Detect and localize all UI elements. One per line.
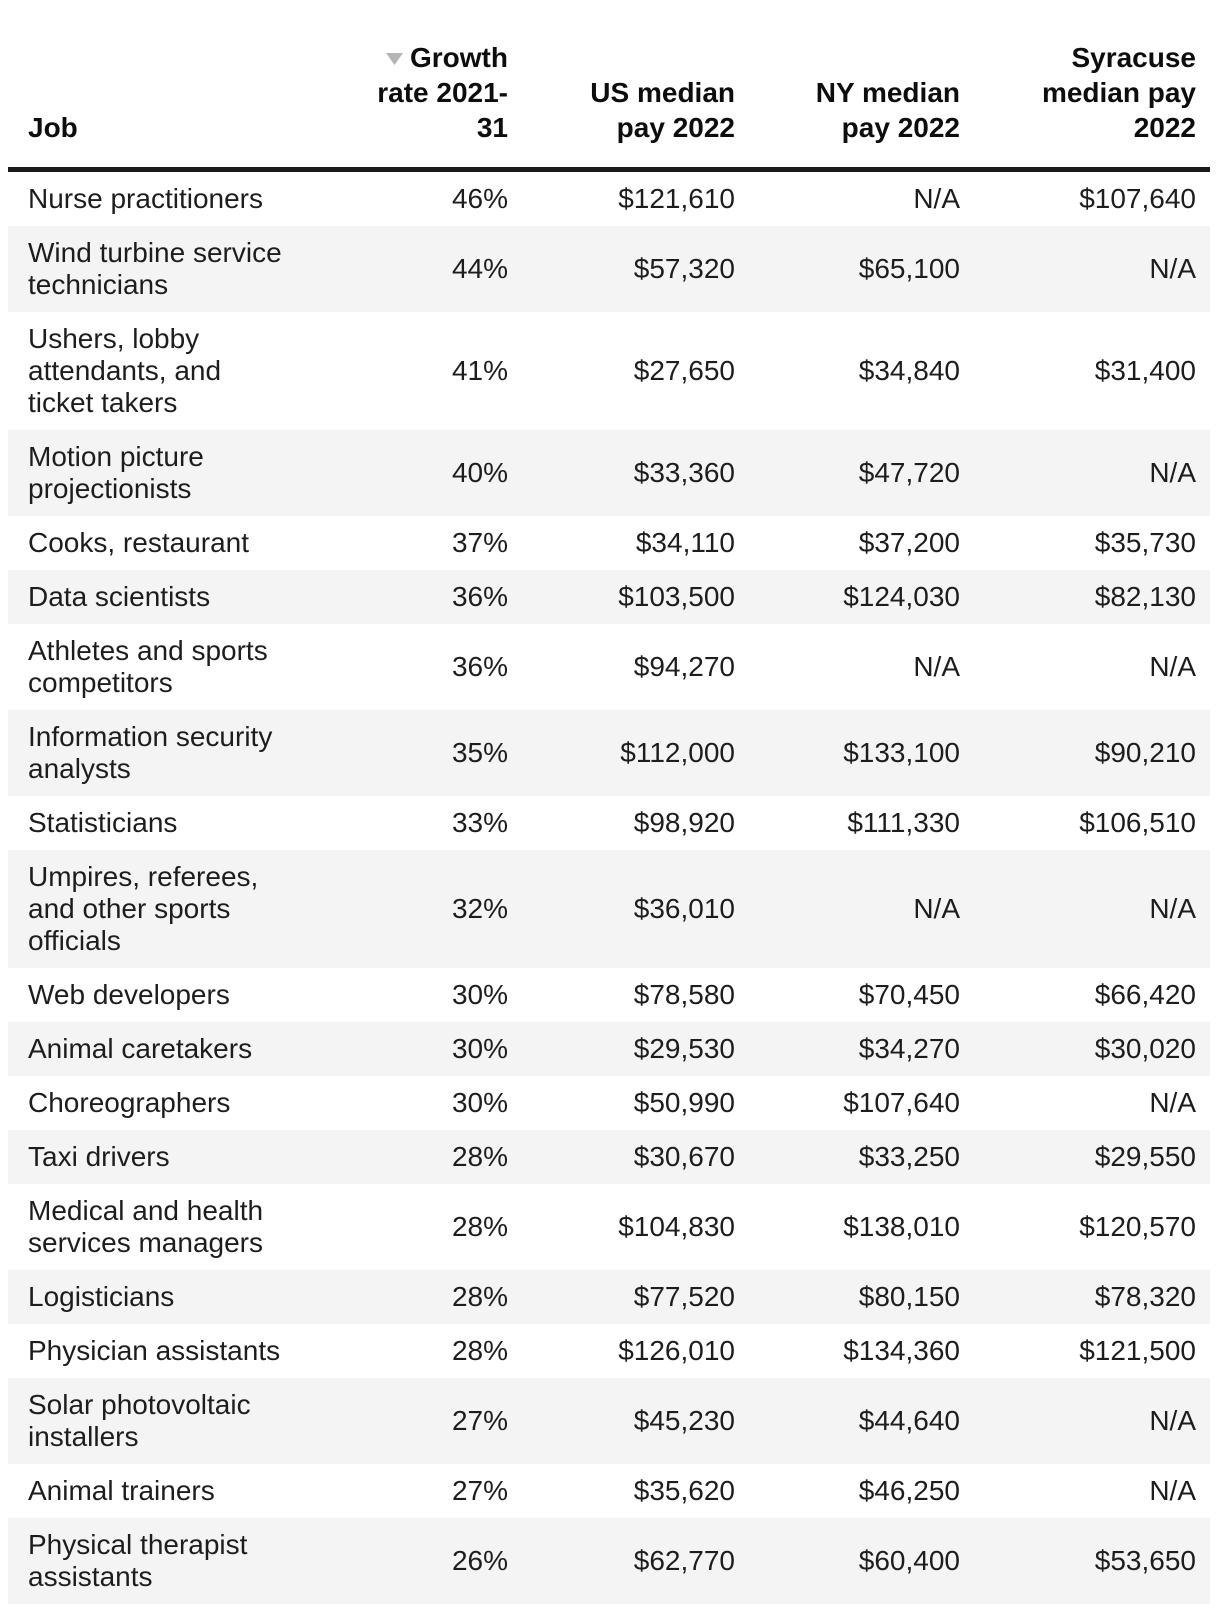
ny-median-pay-cell (735, 882, 960, 936)
us-median-pay-value: $30,670 (633, 1141, 735, 1172)
growth-rate-cell (308, 1394, 508, 1448)
job-name-line: officials (28, 925, 121, 956)
job-cell (8, 624, 308, 710)
us-median-pay-value: $98,920 (633, 807, 735, 838)
ny-median-pay-value: $33,250 (858, 1141, 960, 1172)
job-cell (8, 1464, 308, 1518)
syracuse-median-pay-value: N/A (1149, 651, 1196, 682)
job-name-line: Animal trainers (28, 1475, 215, 1506)
job-cell (8, 796, 308, 850)
header-label: 2022 (1133, 112, 1196, 143)
ny-median-pay-cell (735, 344, 960, 398)
header-label: 31 (476, 112, 508, 143)
job-cell (8, 430, 308, 516)
us-median-pay-value: $103,500 (618, 581, 735, 612)
syracuse-median-pay-value: N/A (1149, 1405, 1196, 1436)
syracuse-median-pay-cell (960, 172, 1196, 226)
job-cell (8, 1270, 308, 1324)
growth-rate-cell (308, 1022, 508, 1076)
job-cell (8, 570, 308, 624)
job-name-line: installers (28, 1421, 139, 1452)
ny-median-pay-cell (735, 1464, 960, 1518)
ny-median-pay-value: N/A (913, 183, 960, 214)
growth-rate-value: 26% (451, 1545, 508, 1576)
ny-median-pay-value: $34,840 (858, 355, 960, 386)
ny-median-pay-cell (735, 172, 960, 226)
syracuse-median-pay-value: $107,640 (1079, 183, 1196, 214)
syracuse-median-pay-value: N/A (1149, 253, 1196, 284)
us-median-pay-cell (508, 1200, 735, 1254)
column-header-syracuse-median-pay[interactable] (960, 40, 1196, 145)
syracuse-median-pay-cell (960, 1076, 1196, 1130)
table-row (8, 1378, 1210, 1464)
us-median-pay-cell (508, 968, 735, 1022)
us-median-pay-value: $126,010 (618, 1335, 735, 1366)
job-name-line: Umpires, referees, (28, 861, 259, 892)
us-median-pay-cell (508, 1270, 735, 1324)
growth-rate-cell (308, 968, 508, 1022)
job-name-line: competitors (28, 667, 173, 698)
job-name-line: Motion picture (28, 441, 204, 472)
us-median-pay-value: $29,530 (633, 1033, 735, 1064)
table-row (8, 172, 1210, 226)
growth-rate-value: 28% (451, 1141, 508, 1172)
ny-median-pay-value: N/A (913, 651, 960, 682)
table-row (8, 1464, 1210, 1518)
growth-rate-value: 30% (451, 1087, 508, 1118)
syracuse-median-pay-value: N/A (1149, 893, 1196, 924)
job-name-line: Animal caretakers (28, 1033, 253, 1064)
syracuse-median-pay-cell (960, 640, 1196, 694)
us-median-pay-cell (508, 796, 735, 850)
column-header-growth-rate[interactable] (308, 40, 508, 145)
us-median-pay-cell (508, 242, 735, 296)
syracuse-median-pay-cell (960, 1200, 1196, 1254)
table-row (8, 430, 1210, 516)
table-row (8, 850, 1210, 968)
header-line (735, 75, 960, 110)
us-median-pay-value: $94,270 (633, 651, 735, 682)
ny-median-pay-value: $44,640 (858, 1405, 960, 1436)
us-median-pay-cell (508, 1022, 735, 1076)
job-cell (8, 1324, 308, 1378)
job-cell (8, 516, 308, 570)
syracuse-median-pay-cell (960, 796, 1196, 850)
ny-median-pay-cell (735, 242, 960, 296)
syracuse-median-pay-cell (960, 1022, 1196, 1076)
growth-rate-value: 40% (451, 457, 508, 488)
table-row (8, 1518, 1210, 1604)
us-median-pay-value: $35,620 (633, 1475, 735, 1506)
syracuse-median-pay-value: $90,210 (1094, 737, 1196, 768)
ny-median-pay-cell (735, 1130, 960, 1184)
ny-median-pay-cell (735, 1200, 960, 1254)
us-median-pay-cell (508, 1324, 735, 1378)
growth-rate-cell (308, 242, 508, 296)
growth-rate-value: 33% (451, 807, 508, 838)
growth-rate-cell (308, 516, 508, 570)
job-name-line: Ushers, lobby (28, 323, 200, 354)
job-name-line: Nurse practitioners (28, 183, 263, 214)
header-label: median pay (1041, 77, 1196, 108)
us-median-pay-cell (508, 1076, 735, 1130)
us-median-pay-value: $78,580 (633, 979, 735, 1010)
job-name-line: Statisticians (28, 807, 178, 838)
job-cell (8, 710, 308, 796)
syracuse-median-pay-value: $35,730 (1094, 527, 1196, 558)
syracuse-median-pay-cell (960, 1464, 1196, 1518)
job-name-line: Cooks, restaurant (28, 527, 249, 558)
syracuse-median-pay-value: $29,550 (1094, 1141, 1196, 1172)
ny-median-pay-cell (735, 968, 960, 1022)
syracuse-median-pay-value: $30,020 (1094, 1033, 1196, 1064)
header-label: pay 2022 (616, 112, 735, 143)
table-header-row (8, 0, 1210, 172)
growth-rate-cell (308, 1270, 508, 1324)
job-name-line: projectionists (28, 473, 192, 504)
growth-rate-cell (308, 172, 508, 226)
job-cell (8, 1130, 308, 1184)
us-median-pay-cell (508, 726, 735, 780)
growth-rate-cell (308, 570, 508, 624)
header-line (308, 40, 508, 75)
ny-median-pay-value: $60,400 (858, 1545, 960, 1576)
job-name-line: assistants (28, 1561, 153, 1592)
header-line (28, 110, 308, 145)
ny-median-pay-value: $107,640 (843, 1087, 960, 1118)
growth-rate-value: 44% (451, 253, 508, 284)
job-cell (8, 312, 308, 430)
header-label: Syracuse (1071, 42, 1196, 73)
job-name-line: Logisticians (28, 1281, 175, 1312)
column-header-job[interactable] (8, 110, 308, 145)
syracuse-median-pay-value: $66,420 (1094, 979, 1196, 1010)
table-row (8, 226, 1210, 312)
syracuse-median-pay-cell (960, 1394, 1196, 1448)
syracuse-median-pay-cell (960, 1324, 1196, 1378)
table-row (8, 1076, 1210, 1130)
header-line (960, 75, 1196, 110)
us-median-pay-cell (508, 1464, 735, 1518)
us-median-pay-value: $77,520 (633, 1281, 735, 1312)
job-name-line: Athletes and sports (28, 635, 268, 666)
growth-rate-value: 28% (451, 1211, 508, 1242)
growth-rate-value: 27% (451, 1405, 508, 1436)
growth-rate-cell (308, 726, 508, 780)
ny-median-pay-cell (735, 446, 960, 500)
us-median-pay-value: $104,830 (618, 1211, 735, 1242)
syracuse-median-pay-cell (960, 344, 1196, 398)
table-row (8, 570, 1210, 624)
growth-rate-cell (308, 1324, 508, 1378)
growth-rate-cell (308, 882, 508, 936)
us-median-pay-cell (508, 172, 735, 226)
job-name-line: services managers (28, 1227, 263, 1258)
growth-rate-value: 27% (451, 1475, 508, 1506)
job-cell (8, 172, 308, 226)
ny-median-pay-value: N/A (913, 893, 960, 924)
job-cell (8, 1022, 308, 1076)
us-median-pay-cell (508, 1534, 735, 1588)
header-line (735, 110, 960, 145)
header-label: pay 2022 (841, 112, 960, 143)
column-header-ny-median-pay[interactable] (735, 75, 960, 145)
table-row (8, 1184, 1210, 1270)
header-label: NY median (815, 77, 960, 108)
syracuse-median-pay-cell (960, 446, 1196, 500)
header-label: US median (590, 77, 735, 108)
job-cell (8, 226, 308, 312)
growth-rate-cell (308, 640, 508, 694)
ny-median-pay-value: $138,010 (843, 1211, 960, 1242)
ny-median-pay-value: $46,250 (858, 1475, 960, 1506)
table-row (8, 710, 1210, 796)
syracuse-median-pay-value: $53,650 (1094, 1545, 1196, 1576)
growth-rate-cell (308, 344, 508, 398)
us-median-pay-cell (508, 516, 735, 570)
job-name-line: Physician assistants (28, 1335, 281, 1366)
sort-descending-icon (386, 53, 403, 65)
us-median-pay-value: $62,770 (633, 1545, 735, 1576)
job-name-line: and other sports (28, 893, 231, 924)
header-line (308, 110, 508, 145)
table-row (8, 1022, 1210, 1076)
header-label: Job (28, 112, 78, 143)
job-name-line: Wind turbine service (28, 237, 282, 268)
us-median-pay-value: $27,650 (633, 355, 735, 386)
ny-median-pay-value: $134,360 (843, 1335, 960, 1366)
growth-rate-cell (308, 446, 508, 500)
jobs-growth-pay-table (8, 0, 1210, 1604)
growth-rate-value: 28% (451, 1335, 508, 1366)
us-median-pay-cell (508, 640, 735, 694)
us-median-pay-cell (508, 344, 735, 398)
ny-median-pay-value: $34,270 (858, 1033, 960, 1064)
ny-median-pay-value: $47,720 (858, 457, 960, 488)
ny-median-pay-value: $124,030 (843, 581, 960, 612)
ny-median-pay-cell (735, 1022, 960, 1076)
job-name-line: Physical therapist (28, 1529, 248, 1560)
growth-rate-value: 28% (451, 1281, 508, 1312)
job-cell (8, 968, 308, 1022)
job-name-line: Web developers (28, 979, 230, 1010)
job-name-line: analysts (28, 753, 131, 784)
job-name-line: ticket takers (28, 387, 178, 418)
header-line (508, 110, 735, 145)
syracuse-median-pay-value: $82,130 (1094, 581, 1196, 612)
job-name-line: Data scientists (28, 581, 211, 612)
ny-median-pay-cell (735, 570, 960, 624)
header-line (508, 75, 735, 110)
ny-median-pay-value: $80,150 (858, 1281, 960, 1312)
syracuse-median-pay-value: $121,500 (1079, 1335, 1196, 1366)
header-line (960, 110, 1196, 145)
ny-median-pay-cell (735, 640, 960, 694)
syracuse-median-pay-cell (960, 570, 1196, 624)
table-row (8, 968, 1210, 1022)
growth-rate-value: 46% (451, 183, 508, 214)
us-median-pay-value: $57,320 (633, 253, 735, 284)
ny-median-pay-cell (735, 1076, 960, 1130)
job-name-line: Solar photovoltaic (28, 1389, 251, 1420)
us-median-pay-cell (508, 570, 735, 624)
ny-median-pay-cell (735, 1270, 960, 1324)
job-name-line: attendants, and (28, 355, 222, 386)
growth-rate-value: 30% (451, 979, 508, 1010)
job-name-line: Medical and health (28, 1195, 264, 1226)
table-row (8, 624, 1210, 710)
syracuse-median-pay-value: N/A (1149, 457, 1196, 488)
table-row (8, 516, 1210, 570)
ny-median-pay-cell (735, 516, 960, 570)
job-cell (8, 850, 308, 968)
ny-median-pay-cell (735, 796, 960, 850)
table-row (8, 1270, 1210, 1324)
growth-rate-cell (308, 1076, 508, 1130)
table-row (8, 1324, 1210, 1378)
growth-rate-value: 36% (451, 651, 508, 682)
us-median-pay-value: $121,610 (618, 183, 735, 214)
table-row (8, 312, 1210, 430)
syracuse-median-pay-cell (960, 726, 1196, 780)
us-median-pay-value: $50,990 (633, 1087, 735, 1118)
growth-rate-cell (308, 1534, 508, 1588)
ny-median-pay-value: $37,200 (858, 527, 960, 558)
us-median-pay-cell (508, 1130, 735, 1184)
header-label: Growth (410, 42, 508, 73)
syracuse-median-pay-cell (960, 516, 1196, 570)
ny-median-pay-cell (735, 1534, 960, 1588)
column-header-us-median-pay[interactable] (508, 75, 735, 145)
syracuse-median-pay-cell (960, 242, 1196, 296)
header-line (308, 75, 508, 110)
job-cell (8, 1378, 308, 1464)
growth-rate-value: 32% (451, 893, 508, 924)
ny-median-pay-value: $133,100 (843, 737, 960, 768)
growth-rate-cell (308, 1130, 508, 1184)
growth-rate-value: 30% (451, 1033, 508, 1064)
growth-rate-value: 36% (451, 581, 508, 612)
table-row (8, 796, 1210, 850)
growth-rate-cell (308, 796, 508, 850)
ny-median-pay-cell (735, 1394, 960, 1448)
syracuse-median-pay-cell (960, 1534, 1196, 1588)
job-cell (8, 1076, 308, 1130)
header-label: rate 2021- (377, 77, 508, 108)
us-median-pay-cell (508, 1394, 735, 1448)
syracuse-median-pay-value: N/A (1149, 1087, 1196, 1118)
header-line (960, 40, 1196, 75)
growth-rate-cell (308, 1464, 508, 1518)
job-cell (8, 1184, 308, 1270)
growth-rate-value: 35% (451, 737, 508, 768)
syracuse-median-pay-value: $120,570 (1079, 1211, 1196, 1242)
ny-median-pay-value: $111,330 (847, 807, 960, 838)
us-median-pay-value: $36,010 (633, 893, 735, 924)
syracuse-median-pay-cell (960, 1130, 1196, 1184)
job-name-line: Taxi drivers (28, 1141, 170, 1172)
job-name-line: technicians (28, 269, 169, 300)
syracuse-median-pay-cell (960, 882, 1196, 936)
ny-median-pay-value: $65,100 (858, 253, 960, 284)
table-body (8, 172, 1210, 1604)
syracuse-median-pay-value: $31,400 (1094, 355, 1196, 386)
syracuse-median-pay-cell (960, 968, 1196, 1022)
job-name-line: Choreographers (28, 1087, 231, 1118)
us-median-pay-value: $33,360 (633, 457, 735, 488)
us-median-pay-cell (508, 882, 735, 936)
syracuse-median-pay-value: $106,510 (1079, 807, 1196, 838)
us-median-pay-value: $34,110 (635, 527, 735, 558)
growth-rate-value: 41% (451, 355, 508, 386)
ny-median-pay-cell (735, 726, 960, 780)
ny-median-pay-value: $70,450 (858, 979, 960, 1010)
us-median-pay-value: $45,230 (633, 1405, 735, 1436)
ny-median-pay-cell (735, 1324, 960, 1378)
job-name-line: Information security (28, 721, 273, 752)
us-median-pay-value: $112,000 (620, 737, 735, 768)
job-cell (8, 1518, 308, 1604)
growth-rate-value: 37% (451, 527, 508, 558)
syracuse-median-pay-value: N/A (1149, 1475, 1196, 1506)
syracuse-median-pay-cell (960, 1270, 1196, 1324)
growth-rate-cell (308, 1200, 508, 1254)
syracuse-median-pay-value: $78,320 (1094, 1281, 1196, 1312)
table-row (8, 1130, 1210, 1184)
us-median-pay-cell (508, 446, 735, 500)
